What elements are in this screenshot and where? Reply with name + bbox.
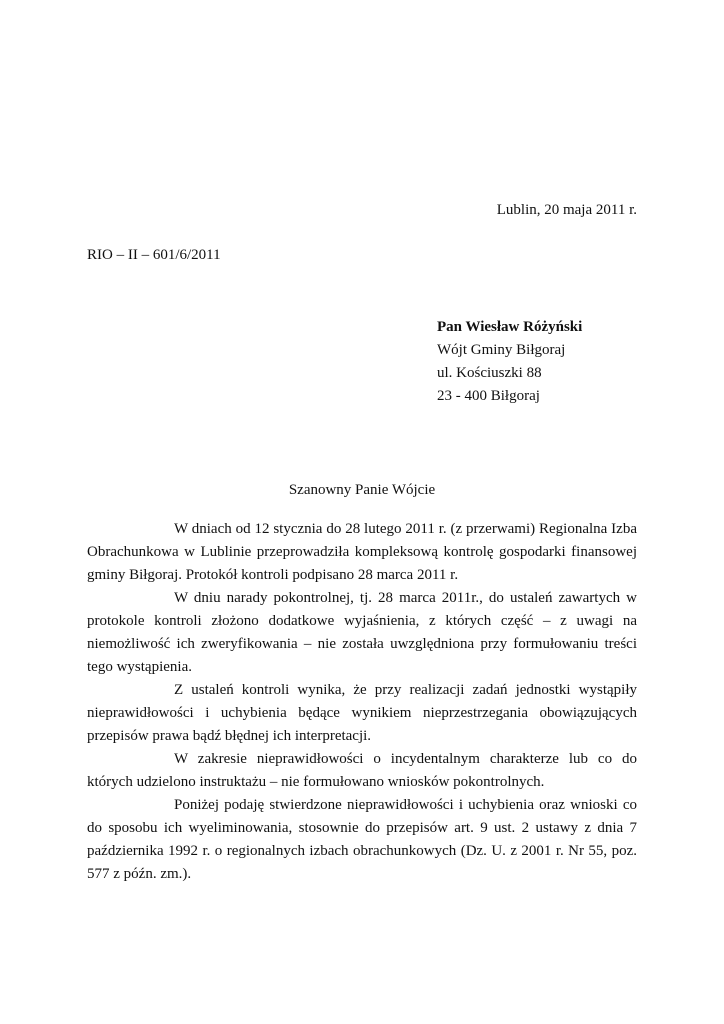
recipient-title: Wójt Gminy Biłgoraj bbox=[437, 342, 566, 358]
recipient-street: ul. Kościuszki 88 bbox=[437, 365, 542, 381]
place-date: Lublin, 20 maja 2011 r. bbox=[496, 202, 637, 218]
paragraph-5: Poniżej podaję stwierdzone nieprawidłowości i uchybienia oraz wnioski co do sposobu ich wyeliminowania, stosownie do przepisów art. 9 ust. 2 ustawy z dnia 7 października 1992 r. o regionalnych izbach obrachunkowych (Dz. U. z 2001 r. Nr 55, poz. 577 z późn. zm.). bbox=[87, 797, 637, 882]
paragraph-1: W dniach od 12 stycznia do 28 lutego 2011 r. (z przerwami) Regionalna Izba Obrachunkowa w Lublinie przeprowadziła kompleksową kontrolę gospodarki finansowej gminy Biłgoraj. Protokół kontroli podpisano 28 marca 2011 r. bbox=[87, 521, 637, 583]
salutation: Szanowny Panie Wójcie bbox=[288, 482, 436, 498]
paragraph-3: Z ustaleń kontroli wynika, że przy realizacji zadań jednostki wystąpiły nieprawidłowości i uchybienia będące wynikiem nieprzestrzegania obowiązujących przepisów prawa bądź błędnej ich interpretacji. bbox=[87, 682, 637, 744]
reference-number: RIO – II – 601/6/2011 bbox=[87, 247, 221, 263]
recipient-city: 23 - 400 Biłgoraj bbox=[437, 388, 540, 404]
recipient-name: Pan Wiesław Różyński bbox=[437, 319, 583, 335]
paragraph-4: W zakresie nieprawidłowości o incydentalnym charakterze lub co do których udzielono instruktażu – nie formułowano wniosków pokontrolnych. bbox=[87, 751, 637, 790]
paragraph-2: W dniu narady pokontrolnej, tj. 28 marca 2011r., do ustaleń zawartych w protokole kontroli złożono dodatkowe wyjaśnienia, z których część – z uwagi na niemożliwość ich zweryfikowania – nie została uwzględniona przy formułowaniu treści tego wystąpienia. bbox=[87, 590, 637, 675]
recipient-address bbox=[437, 316, 582, 408]
letter-body bbox=[87, 518, 637, 886]
